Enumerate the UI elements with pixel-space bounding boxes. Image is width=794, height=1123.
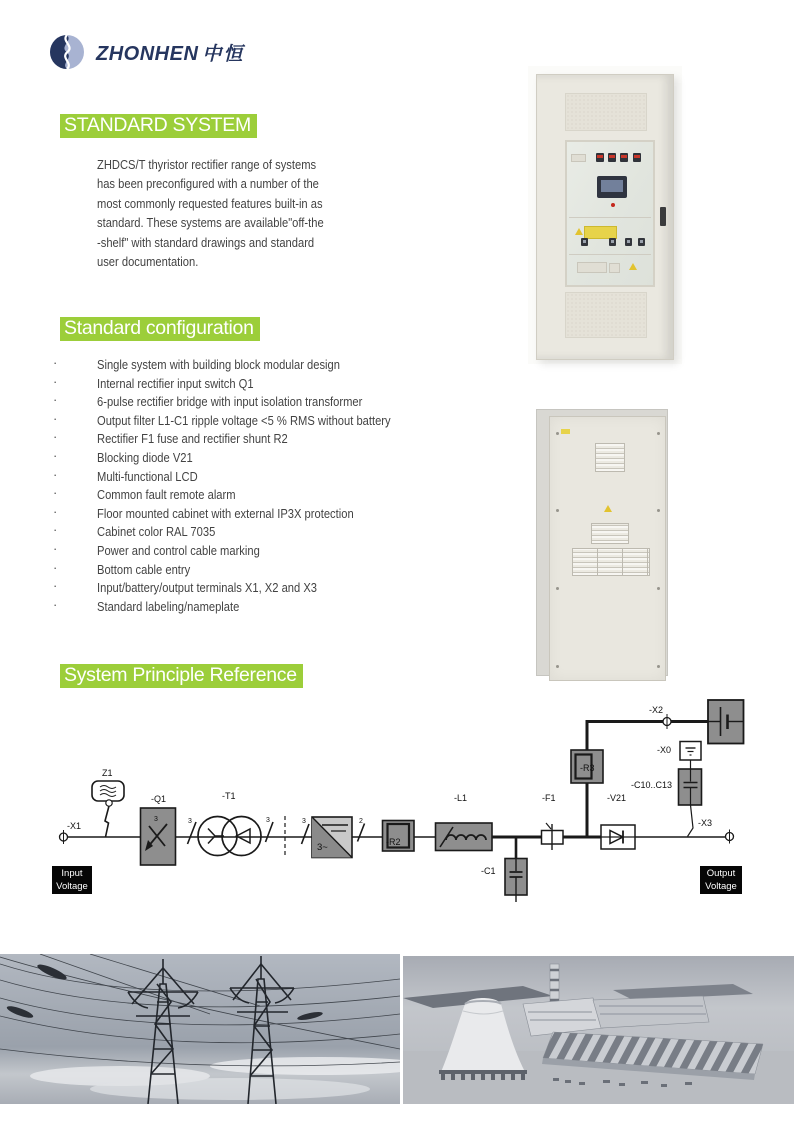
cabinet-front-photo [528, 66, 682, 364]
label-f1: -F1 [542, 793, 556, 803]
list-item [48, 466, 448, 488]
louver-vent-wide [572, 548, 650, 576]
label-x3: -X3 [698, 818, 713, 828]
list-item-text: Internal rectifier input switch Q1 [97, 375, 254, 391]
bullet-icon: · [53, 596, 58, 612]
label-phase: 3 [188, 818, 192, 825]
cabinet-closed-photo [532, 404, 674, 680]
list-item-text: Power and control cable marking [97, 542, 260, 558]
bullet-icon: · [53, 559, 58, 575]
bullet-icon: · [53, 410, 58, 426]
label-c10c13: -C10..C13 [631, 780, 673, 790]
bullet-icon: · [53, 447, 58, 463]
list-item [48, 559, 448, 581]
label-x1: -X1 [67, 821, 82, 831]
list-item [48, 524, 448, 543]
list-item [48, 487, 448, 506]
heading-standard-system: STANDARD SYSTEM [60, 114, 257, 138]
panel-meter [608, 153, 616, 162]
label-phase: 3 [154, 816, 158, 823]
l1-inductor [436, 823, 493, 851]
transmission-towers-photo [0, 954, 400, 1104]
brand-logo [47, 32, 244, 72]
list-item [48, 503, 448, 525]
brand-name: ZHONHEN [96, 42, 199, 65]
door-handle [660, 207, 666, 226]
list-item-text: Multi-functional LCD [97, 468, 198, 484]
warning-icon [575, 228, 583, 235]
label-c1: -C1 [481, 866, 496, 876]
louver-vent [591, 523, 629, 544]
panel-meter [620, 153, 628, 162]
panel-switch [581, 238, 588, 246]
list-item [48, 394, 448, 413]
label-l1: -L1 [454, 793, 468, 803]
bullet-icon: · [53, 540, 58, 556]
bottom-panel [577, 262, 607, 273]
list-item [48, 357, 448, 376]
bullet-icon: · [53, 578, 58, 594]
warning-icon [629, 263, 637, 270]
brand-logo-icon [47, 32, 87, 72]
input-voltage-line1: Input [61, 868, 83, 879]
list-item-text: Single system with building block modular design [97, 357, 340, 372]
list-item-text: Cabinet color RAL 7035 [97, 524, 216, 540]
list-item [48, 540, 448, 562]
input-voltage-line2: Voltage [56, 880, 88, 892]
cabinet-window [565, 140, 655, 287]
label-r3: -R3 [580, 763, 595, 773]
label-acdc: 3~ [317, 842, 328, 853]
lcd-screen [597, 176, 627, 198]
list-item-text: 6-pulse rectifier bridge with input isolation transformer [97, 394, 363, 410]
list-item-text: Input/battery/output terminals X1, X2 and X3 [97, 580, 318, 596]
list-item [48, 373, 448, 395]
bullet-icon: · [53, 503, 58, 519]
bullet-icon: · [53, 392, 58, 408]
cabinet-bottom-vent [565, 292, 647, 338]
bottom-meter [609, 263, 620, 273]
list-item-text: Rectifier F1 fuse and rectifier shunt R2 [97, 431, 288, 447]
cabinet-body [536, 74, 674, 360]
list-item [48, 580, 448, 599]
intro-line: standard. These systems are available"off-the [97, 215, 324, 231]
label-phase: 3 [266, 817, 270, 824]
intro-line: -shelf" with standard drawings and standard [97, 234, 315, 250]
input-voltage-box [52, 866, 92, 894]
label-t1: -T1 [222, 791, 236, 801]
panel-meter [633, 153, 641, 162]
list-item [48, 431, 448, 450]
list-item-text: Common fault remote alarm [97, 487, 236, 503]
terminal-block [571, 154, 586, 162]
brand-name-cn: 中恒 [202, 43, 245, 65]
intro-line: has been preconfigured with a number of the [97, 176, 319, 192]
list-item-text: Floor mounted cabinet with external IP3X protection [97, 505, 354, 521]
emergency-button [611, 203, 615, 207]
panel-meter [596, 153, 604, 162]
output-voltage-line1: Output [706, 868, 736, 879]
intro-line: user documentation. [97, 253, 199, 269]
standard-configuration-list [48, 357, 448, 617]
label-phase: 3 [302, 818, 306, 825]
x0-earth-terminal [680, 742, 701, 761]
circuit-diagram [50, 690, 794, 910]
label-q1: -Q1 [151, 794, 167, 804]
panel-switch [609, 238, 616, 246]
cabinet-top-vent [565, 93, 647, 131]
label-x2: -X2 [649, 705, 664, 715]
bullet-icon: · [53, 485, 58, 501]
label-r2: -R2 [386, 837, 401, 847]
output-voltage-box [700, 866, 742, 894]
bullet-icon: · [53, 522, 58, 538]
list-item-text: Blocking diode V21 [97, 449, 193, 465]
bullet-icon: · [53, 429, 58, 445]
bullet-icon: · [53, 466, 58, 482]
panel-switch [625, 238, 632, 246]
bullet-icon: · [53, 373, 58, 389]
panel-switch [638, 238, 645, 246]
power-plant-photo [403, 956, 794, 1104]
label-x0: -X0 [657, 745, 672, 755]
list-item-text: Standard labeling/nameplate [97, 598, 240, 614]
warning-icon [604, 505, 612, 512]
heading-system-principle-reference: System Principle Reference [60, 664, 303, 688]
list-item [48, 447, 448, 469]
intro-paragraph [97, 157, 367, 273]
output-voltage-line2: Voltage [705, 880, 737, 892]
system-principle-diagram [50, 690, 794, 910]
intro-line: most commonly requested features built-in as [97, 195, 323, 211]
heading-standard-configuration: Standard configuration [60, 317, 260, 341]
label-sticker [561, 429, 570, 434]
list-item-text: Output filter L1-C1 ripple voltage <5 % RMS without battery [97, 412, 391, 428]
list-item-text: Bottom cable entry [97, 561, 191, 577]
bullet-icon: · [53, 355, 58, 370]
label-phase: 2 [359, 818, 363, 825]
intro-line: ZHDCS/T thyristor rectifier range of systems [97, 157, 317, 172]
list-item [48, 596, 448, 618]
list-item [48, 410, 448, 432]
label-v21: -V21 [607, 793, 627, 803]
label-z1: Z1 [102, 768, 113, 778]
cabinet-door [549, 416, 666, 681]
louver-vent [595, 443, 625, 472]
